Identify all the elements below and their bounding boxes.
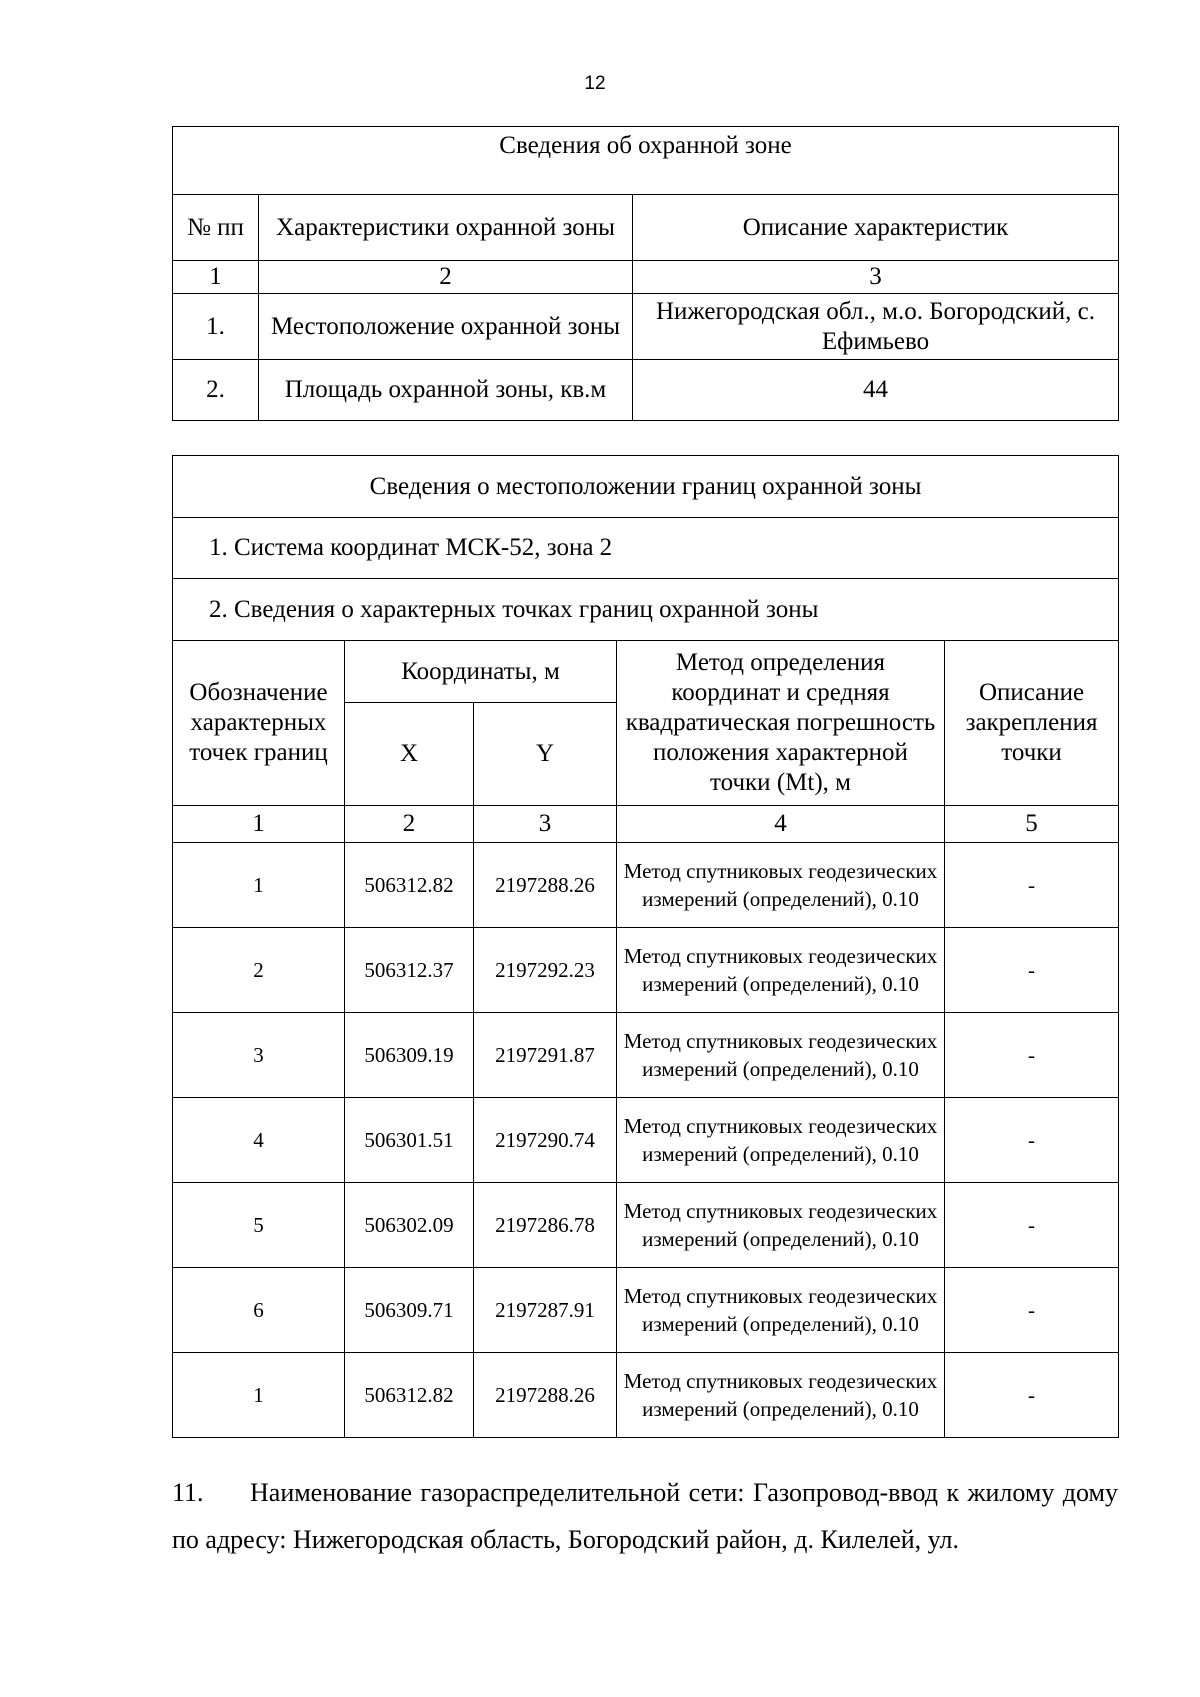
- row-num: 1.: [173, 294, 259, 360]
- point-fixation: -: [945, 1098, 1119, 1183]
- point-method: Метод спутниковых геодезических измерений (определений), 0.10: [617, 1013, 945, 1098]
- col-number: 2: [259, 261, 633, 294]
- zone-info-title: Сведения об охранной зоне: [173, 127, 1119, 195]
- col-number: 3: [474, 806, 617, 843]
- point-y: 2197292.23: [474, 928, 617, 1013]
- point-x: 506309.19: [345, 1013, 474, 1098]
- point-id: 1: [173, 1353, 345, 1438]
- header-fixation: Описание закрепления точки: [945, 641, 1119, 806]
- point-id: 6: [173, 1268, 345, 1353]
- point-id: 2: [173, 928, 345, 1013]
- point-method: Метод спутниковых геодезических измерений (определений), 0.10: [617, 1268, 945, 1353]
- point-y: 2197286.78: [474, 1183, 617, 1268]
- boundary-info-title: Сведения о местоположении границ охранной зоны: [173, 456, 1119, 518]
- point-x: 506302.09: [345, 1183, 474, 1268]
- point-y: 2197288.26: [474, 843, 617, 928]
- row-value: 44: [633, 360, 1119, 421]
- row-value: Нижегородская обл., м.о. Богородский, с. Ефимьево: [633, 294, 1119, 360]
- col-number: 2: [345, 806, 474, 843]
- table-row: [173, 1353, 1119, 1438]
- table-row: [173, 843, 1119, 928]
- point-id: 5: [173, 1183, 345, 1268]
- point-fixation: -: [945, 843, 1119, 928]
- row-num: 2.: [173, 360, 259, 421]
- point-y: 2197288.26: [474, 1353, 617, 1438]
- point-method: Метод спутниковых геодезических измерений (определений), 0.10: [617, 1353, 945, 1438]
- point-fixation: -: [945, 1353, 1119, 1438]
- row-name: Местоположение охранной зоны: [259, 294, 633, 360]
- points-heading: 2. Сведения о характерных точках границ охранной зоны: [173, 579, 1119, 641]
- table-row: [173, 928, 1119, 1013]
- header-y: Y: [474, 703, 617, 806]
- table-row: [173, 1013, 1119, 1098]
- point-id: 1: [173, 843, 345, 928]
- header-designation: Обозначение характерных точек границ: [173, 641, 345, 806]
- section-paragraph: [172, 1469, 1118, 1563]
- col-number: 3: [633, 261, 1119, 294]
- boundary-points-table: [172, 455, 1119, 1438]
- coordinate-system: 1. Система координат МСК-52, зона 2: [173, 518, 1119, 579]
- col-number: 1: [173, 806, 345, 843]
- header-description: Описание характеристик: [633, 195, 1119, 261]
- section-number: 11.: [172, 1478, 204, 1507]
- point-id: 3: [173, 1013, 345, 1098]
- point-x: 506312.82: [345, 843, 474, 928]
- table-row: [173, 1183, 1119, 1268]
- point-fixation: -: [945, 1183, 1119, 1268]
- page-number: 12: [584, 73, 606, 94]
- point-y: 2197290.74: [474, 1098, 617, 1183]
- point-fixation: -: [945, 1268, 1119, 1353]
- point-x: 506312.82: [345, 1353, 474, 1438]
- col-number: 1: [173, 261, 259, 294]
- point-x: 506301.51: [345, 1098, 474, 1183]
- header-x: X: [345, 703, 474, 806]
- point-method: Метод спутниковых геодезических измерений (определений), 0.10: [617, 1098, 945, 1183]
- point-fixation: -: [945, 1013, 1119, 1098]
- point-id: 4: [173, 1098, 345, 1183]
- point-method: Метод спутниковых геодезических измерений (определений), 0.10: [617, 928, 945, 1013]
- zone-info-table: [172, 126, 1119, 421]
- section-text: Наименование газораспределительной сети: Газопровод-ввод к жилому дому по адресу: Нижегородская область, Богородский район, д. Килелей, ул.: [172, 1478, 1118, 1554]
- point-y: 2197287.91: [474, 1268, 617, 1353]
- point-fixation: -: [945, 928, 1119, 1013]
- point-x: 506312.37: [345, 928, 474, 1013]
- table-row: [173, 1098, 1119, 1183]
- header-method: Метод определения координат и средняя квадратическая погрешность положения характерной точки (Mt), м: [617, 641, 945, 806]
- header-coordinates: Координаты, м: [345, 641, 617, 703]
- col-number: 5: [945, 806, 1119, 843]
- point-method: Метод спутниковых геодезических измерений (определений), 0.10: [617, 843, 945, 928]
- point-method: Метод спутниковых геодезических измерений (определений), 0.10: [617, 1183, 945, 1268]
- point-y: 2197291.87: [474, 1013, 617, 1098]
- header-characteristic: Характеристики охранной зоны: [259, 195, 633, 261]
- point-x: 506309.71: [345, 1268, 474, 1353]
- table-row: [173, 1268, 1119, 1353]
- row-name: Площадь охранной зоны, кв.м: [259, 360, 633, 421]
- header-num: № пп: [173, 195, 259, 261]
- col-number: 4: [617, 806, 945, 843]
